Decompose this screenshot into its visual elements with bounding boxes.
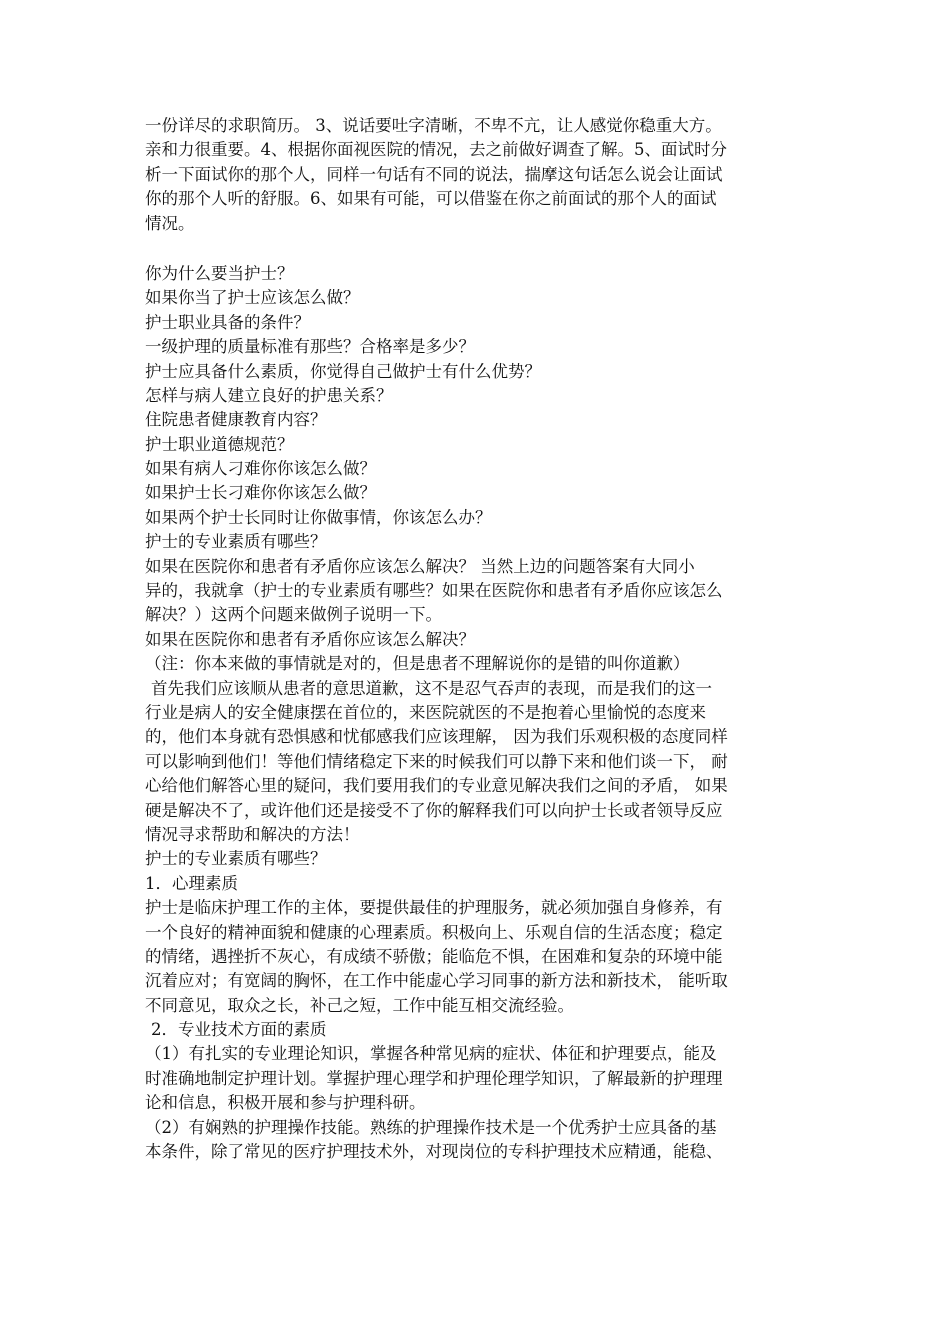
text-line: 硬是解决不了，或许他们还是接受不了你的解释我们可以向护士长或者领导反应 — [145, 800, 723, 820]
answer-qualities-section — [145, 847, 813, 1164]
subheading: 1．心理素质 — [145, 873, 238, 893]
paragraph-gap — [145, 236, 813, 262]
text-line: 异的，我就拿（护士的专业素质有哪些？如果在医院你和患者有矛盾你应该怎么 — [145, 581, 723, 601]
section-heading: 护士的专业素质有哪些？ — [145, 849, 327, 869]
question-list — [145, 262, 813, 628]
text-line: 的情绪，遇挫折不灰心，有成绩不骄傲；能临危不惧，在困难和复杂的环境中能 — [145, 946, 723, 966]
question-item: 护士职业具备的条件？ — [145, 312, 310, 332]
question-item: 你为什么要当护士？ — [145, 263, 294, 283]
text-line: 可以影响到他们！等他们情绪稳定下来的时候我们可以静下来和他们谈一下， 耐 — [145, 751, 728, 771]
text-line: 析一下面试你的那个人，同样一句话有不同的说法，揣摩这句话怎么说会让面试 — [145, 164, 723, 184]
text-line: 护士是临床护理工作的主体，要提供最佳的护理服务，就必须加强自身修养，有 — [145, 898, 723, 918]
text-line: 时准确地制定护理计划。掌握护理心理学和护理伦理学知识，了解最新的护理理 — [145, 1068, 723, 1088]
text-line: 不同意见，取众之长，补己之短，工作中能互相交流经验。 — [145, 995, 574, 1015]
note-line: （注：你本来做的事情就是对的，但是患者不理解说你的是错的叫你道歉） — [145, 654, 690, 674]
text-line: 本条件，除了常见的医疗护理技术外，对现岗位的专科护理技术应精通，能稳、 — [145, 1142, 723, 1162]
text-line: 解决？）这两个问题来做例子说明一下。 — [145, 605, 442, 625]
question-item: 一级护理的质量标准有那些？合格率是多少？ — [145, 337, 475, 357]
section-heading: 如果在医院你和患者有矛盾你应该怎么解决？ — [145, 629, 475, 649]
text-line: 亲和力很重要。4、根据你面视医院的情况，去之前做好调查了解。5、面试时分 — [145, 140, 727, 160]
question-item: 如果在医院你和患者有矛盾你应该怎么解决？ 当然上边的问题答案有大同小 — [145, 556, 695, 576]
text-line: 心给他们解答心里的疑问，我们要用我们的专业意见解决我们之间的矛盾， 如果 — [145, 776, 728, 796]
question-item: 怎样与病人建立良好的护患关系？ — [145, 385, 393, 405]
text-line: 情况寻求帮助和解决的方法！ — [145, 824, 360, 844]
text-line: 的，他们本身就有恐惧感和忧郁感我们应该理解， 因为我们乐观积极的态度同样 — [145, 727, 728, 747]
question-item: 护士的专业素质有哪些？ — [145, 532, 327, 552]
text-line: 你的那个人听的舒服。6、如果有可能，可以借鉴在你之前面试的那个人的面试 — [145, 189, 717, 209]
subheading: 2．专业技术方面的素质 — [151, 1020, 327, 1040]
text-line: 沉着应对；有宽阔的胸怀，在工作中能虚心学习同事的新方法和新技术， 能听取 — [145, 971, 728, 991]
text-line: 行业是病人的安全健康摆在首位的，来医院就医的不是抱着心里愉悦的态度来 — [145, 702, 706, 722]
document-body — [145, 114, 813, 1164]
question-item: 护士职业道德规范？ — [145, 434, 294, 454]
text-line: 一个良好的精神面貌和健康的心理素质。积极向上、乐观自信的生活态度；稳定 — [145, 922, 723, 942]
text-line: 首先我们应该顺从患者的意思道歉，这不是忍气吞声的表现，而是我们的这一 — [151, 678, 712, 698]
text-line: 一份详尽的求职简历。 3、说话要吐字清晰，不卑不亢，让人感觉你稳重大方。 — [145, 116, 722, 135]
text-line: （1）有扎实的专业理论知识，掌握各种常见病的症状、体征和护理要点，能及 — [145, 1044, 717, 1064]
question-item: 如果有病人刁难你你该怎么做？ — [145, 459, 376, 479]
question-item: 如果护士长刁难你你该怎么做？ — [145, 483, 376, 503]
text-line: 情况。 — [145, 213, 195, 233]
text-line: 论和信息，积极开展和参与护理科研。 — [145, 1093, 426, 1113]
intro-paragraph — [145, 114, 813, 236]
question-item: 如果两个护士长同时让你做事情，你该怎么办？ — [145, 507, 492, 527]
text-line: （2）有娴熟的护理操作技能。熟练的护理操作技术是一个优秀护士应具备的基 — [145, 1117, 717, 1137]
answer-conflict-section — [145, 628, 813, 848]
question-item: 住院患者健康教育内容？ — [145, 410, 327, 430]
question-item: 护士应具备什么素质，你觉得自己做护士有什么优势？ — [145, 361, 541, 381]
question-item: 如果你当了护士应该怎么做？ — [145, 288, 360, 308]
